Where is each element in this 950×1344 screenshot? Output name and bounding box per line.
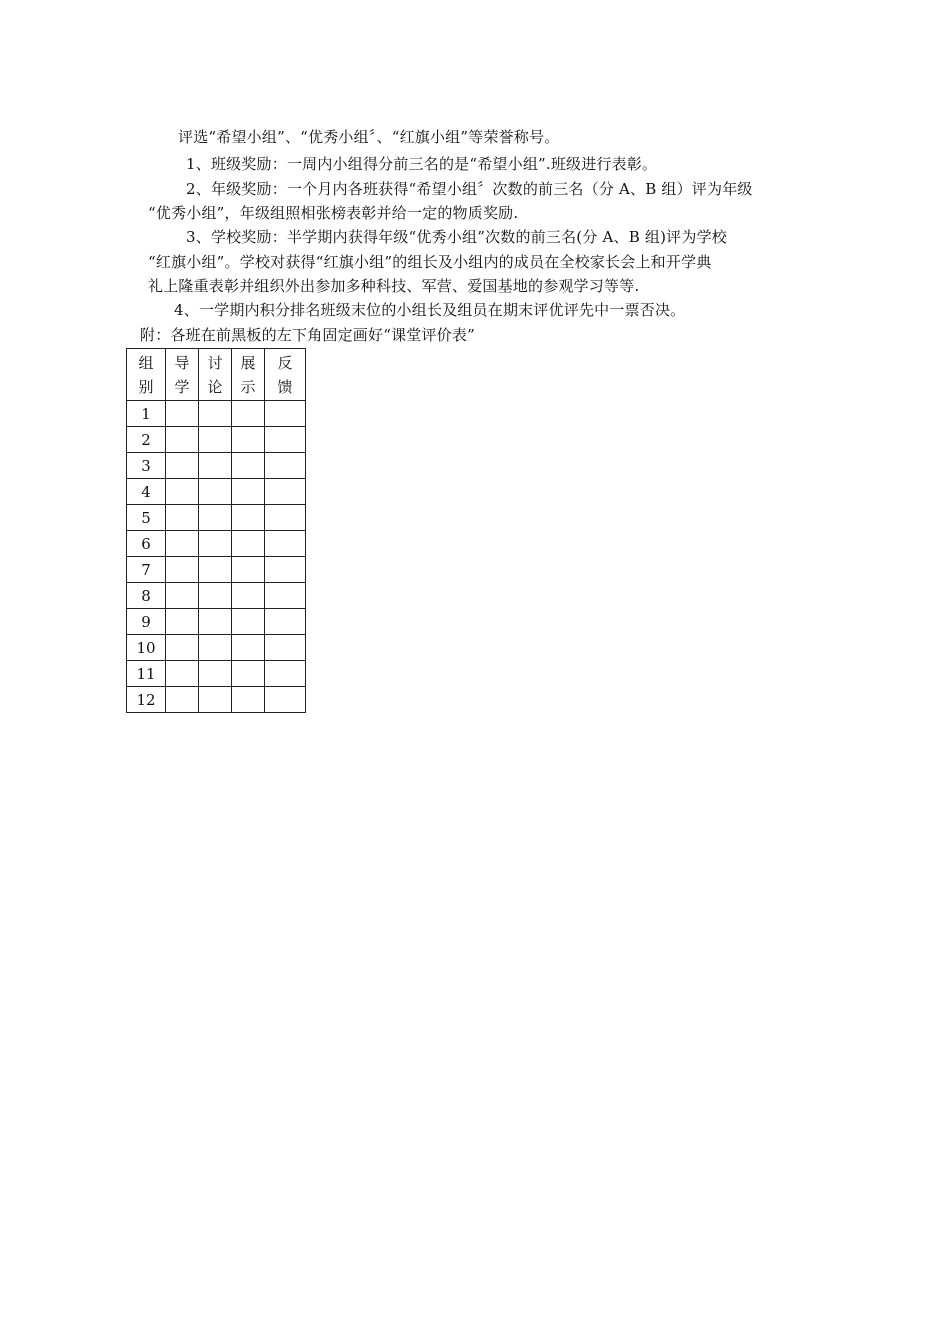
score-cell [265,583,306,609]
school-reward-line-1: 3、学校奖励：半学期内获得年级“优秀小组”次数的前三名(分 A、B 组)评为学校 [186,228,727,246]
score-cell [232,557,265,583]
table-row [127,661,306,687]
table-row [127,401,306,427]
table-row [127,687,306,713]
group-number-cell: 12 [127,687,166,713]
score-cell [199,687,232,713]
table-row [127,531,306,557]
score-cell [232,687,265,713]
score-cell [166,661,199,687]
group-number-cell: 8 [127,583,166,609]
score-cell [232,427,265,453]
group-number-cell: 1 [127,401,166,427]
score-cell [265,557,306,583]
header-group: 组别 [127,349,166,401]
score-cell [232,583,265,609]
score-cell [232,479,265,505]
score-cell [199,557,232,583]
score-cell [166,479,199,505]
group-number-cell: 11 [127,661,166,687]
score-cell [166,453,199,479]
header-discussion: 讨论 [199,349,232,401]
score-cell [166,505,199,531]
score-cell [232,505,265,531]
score-cell [199,583,232,609]
score-cell [265,687,306,713]
score-cell [265,635,306,661]
score-cell [199,453,232,479]
group-number-cell: 6 [127,531,166,557]
score-cell [166,687,199,713]
score-cell [265,479,306,505]
score-cell [199,427,232,453]
score-cell [199,531,232,557]
class-evaluation-table [126,348,306,713]
group-number-cell: 10 [127,635,166,661]
header-feedback: 反馈 [265,349,306,401]
table-row [127,583,306,609]
header-presentation: 展示 [232,349,265,401]
score-cell [166,531,199,557]
school-reward-line-2: “红旗小组”。学校对获得“红旗小组”的组长及小组内的成员在全校家长会上和开学典 [148,253,712,271]
score-cell [265,401,306,427]
score-cell [199,635,232,661]
grade-reward-line-2: “优秀小组”，年级组照相张榜表彰并给一定的物质奖励. [148,204,519,222]
table-row [127,557,306,583]
score-cell [166,557,199,583]
score-cell [166,583,199,609]
veto-rule-item: 4、一学期内积分排名班级末位的小组长及组员在期末评优评先中一票否决。 [174,301,686,319]
group-number-cell: 2 [127,427,166,453]
score-cell [166,401,199,427]
score-cell [265,661,306,687]
table-row [127,505,306,531]
group-number-cell: 4 [127,479,166,505]
grade-reward-line-1: 2、年级奖励：一个月内各班获得“希望小组〞次数的前三名（分 A、B 组）评为年级 [186,180,753,198]
score-cell [232,401,265,427]
table-header-row [127,349,306,401]
class-reward-item: 1、班级奖励：一周内小组得分前三名的是“希望小组”.班级进行表彰。 [186,155,658,173]
score-cell [199,661,232,687]
score-cell [232,531,265,557]
score-cell [199,609,232,635]
group-number-cell: 3 [127,453,166,479]
score-cell [265,505,306,531]
table-row [127,453,306,479]
school-reward-line-3: 礼上隆重表彰并组织外出参加多种科技、军营、爱国基地的参观学习等等. [148,277,640,295]
intro-paragraph: 评选“希望小组”、“优秀小组〞、“红旗小组”等荣誉称号。 [178,128,560,146]
table-body [127,401,306,713]
table-row [127,609,306,635]
score-cell [265,609,306,635]
score-cell [232,609,265,635]
score-cell [166,427,199,453]
score-cell [199,401,232,427]
table-row [127,635,306,661]
score-cell [265,531,306,557]
header-guided-study: 导学 [166,349,199,401]
score-cell [232,635,265,661]
score-cell [166,609,199,635]
score-cell [265,427,306,453]
appendix-note: 附：各班在前黑板的左下角固定画好“课堂评价表” [140,326,475,344]
score-cell [166,635,199,661]
group-number-cell: 9 [127,609,166,635]
group-number-cell: 5 [127,505,166,531]
table-row [127,479,306,505]
group-number-cell: 7 [127,557,166,583]
score-cell [232,661,265,687]
table-row [127,427,306,453]
score-cell [265,453,306,479]
score-cell [232,453,265,479]
score-cell [199,479,232,505]
score-cell [199,505,232,531]
